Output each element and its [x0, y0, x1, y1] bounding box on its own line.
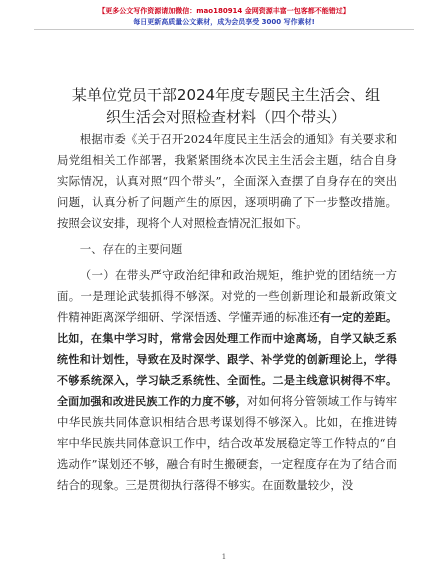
document-body — [57, 129, 397, 496]
document-title-line-2: 织生活会对照检查材料（四个带头） — [105, 108, 346, 126]
body-paragraph-1-part-c: 对如何将分管领域工作与铸牢中华民族共同体意识相结合思考谋划得不够深入。比如，在推进铸牢中华民族共同体意识工作中，结合改革发展稳定等工作特点的“自选动作”谋划还不够，融合有时生搬硬套，一定程度存在为了结合而结合的现象。三是贯彻执行落得不够实。在面数量较少，没 — [57, 394, 397, 492]
promo-banner-line-1: 【更多公文写作资源请加微信：mao180914 金网资源丰富一包客都不能错过】 — [98, 7, 350, 15]
document-title — [54, 84, 398, 128]
body-paragraph-1-bold-2: 学得不够系统深入，学习缺乏系统性、全面性。二是主线意识树得不牢。全面加强和改进民族工作的力度不够， — [57, 353, 398, 408]
body-paragraph-1 — [57, 265, 397, 496]
banner-divider — [34, 29, 414, 30]
page-number: 1 — [221, 553, 227, 561]
promo-banner-line-2: 每日更新高质量公文素材，成为会员享受 3000 写作素材! — [133, 18, 315, 26]
intro-paragraph: 根据市委《关于召开2024年度民主生活会的通知》有关要求和局党组相关工作部署，我紧紧围绕本次民主生活会主题，结合自身实际情况，认真对照“四个带头”，全面深入查摆了自身存在的突出问题，认真分析了问题产生的原因，逐项明确了下一步整改措施。按照会议安排，现将个人对照检查情况汇报如下。 — [57, 132, 397, 230]
body-paragraph-1-part-a: （一）在带头严守政治纪律和政治规矩，维护党的团结统一方面。一是理论武装抓得不够深。对党的一些创新理论和最新政策文件精神距离深学细研、学深悟透、学懂弄通的标准还 — [57, 268, 397, 324]
section-heading-1: 一、存在的主要问题 — [79, 242, 183, 256]
document-title-line-1: 某单位党员干部2024年度专题民主生活会、组 — [71, 86, 381, 104]
body-paragraph-1-bold-1: 有一定的差距。比如，在集中学习时，常常会因处理工作而中途离场，自学又缺乏系统性和计划性，导致在及时深学、跟学、补学党的创新理论上， — [57, 311, 397, 366]
